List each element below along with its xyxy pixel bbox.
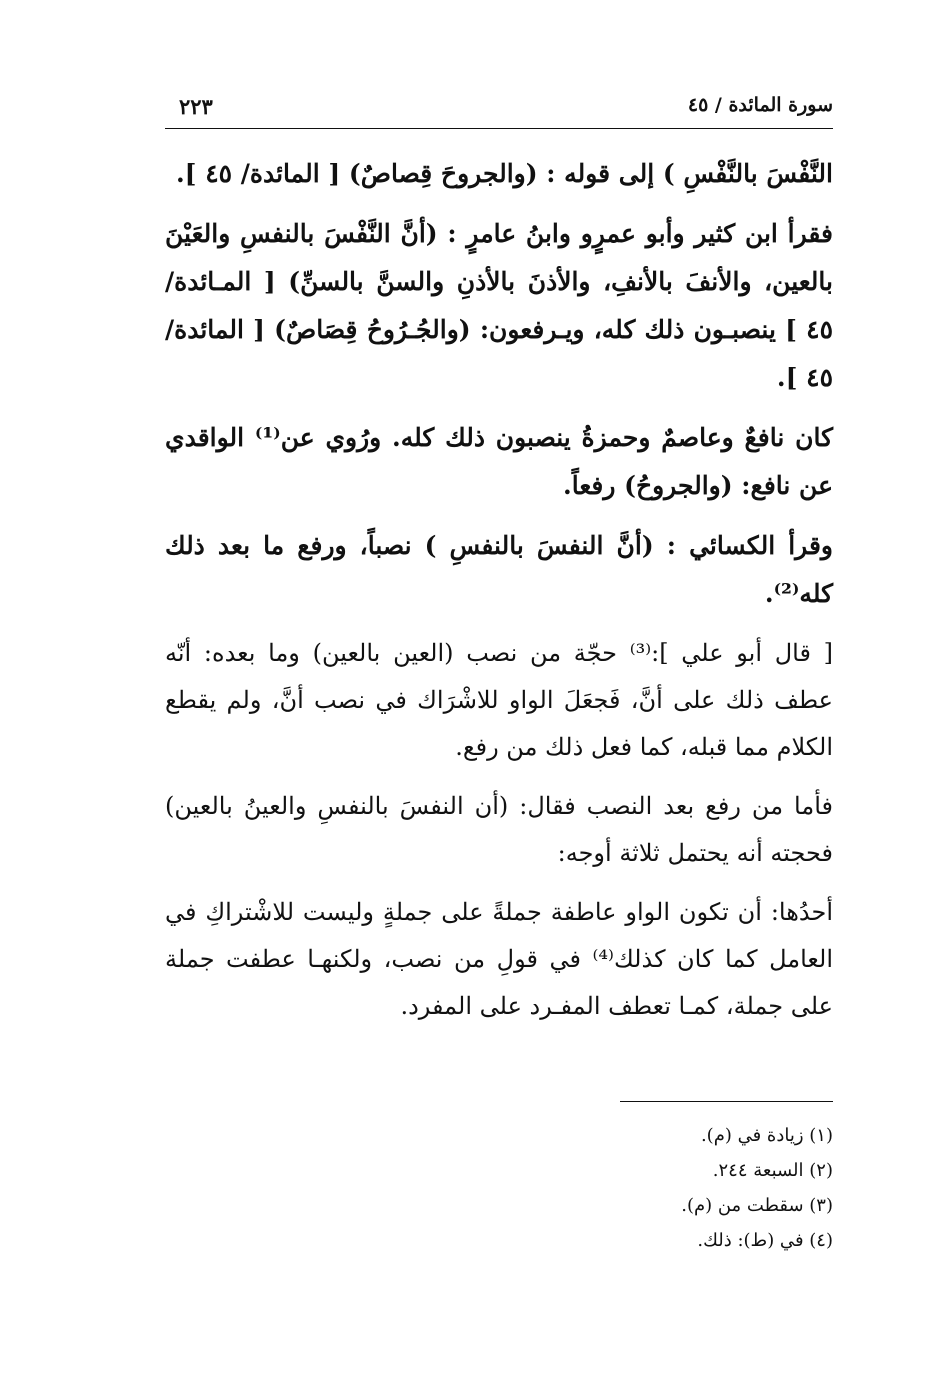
paragraph-3: كان نافعٌ وعاصمٌ وحمزةُ ينصبون ذلك كله. ورُوي عن⁽¹⁾ الواقدي عن نافع: (والجروحُ) رفعاً. <box>165 423 833 500</box>
paragraph-7: أحدُها: أن تكون الواو عاطفة جملةً على جملةٍ وليست للاشْتراكِ في العامل كما كان كذلك⁽⁴⁾ في قولِ من نصب، ولكنهـا عطفت جملة على جملة، كمـا تعطف المفـرد على المفرد. <box>165 898 833 1020</box>
footnote-divider <box>620 1101 833 1102</box>
paragraph-1: النَّفْسَ بالنَّفْسِ ) إلى قوله : (والجروحَ قِصاصٌ) [ المائدة/ ٤٥ ]. <box>175 159 833 188</box>
paragraph-6: فأما من رفع بعد النصب فقال: (أن النفسَ بالنفسِ والعينُ بالعين) فحجته أنه يحتمل ثلاثة أوجه: <box>165 792 833 867</box>
paragraph-4: وقرأ الكسائي : (أنَّ النفسَ بالنفسِ ) نصباً، ورفع ما بعد ذلك كله⁽²⁾. <box>165 531 833 608</box>
footnote-1: (١) زيادة في (م). <box>700 1125 833 1146</box>
paragraph-2: فقرأ ابن كثير وأبو عمرٍو وابنُ عامرٍ : (أنَّ النَّفْسَ بالنفسِ والعَيْنَ بالعين، والأنفَ بالأنفِ، والأذنَ بالأذنِ والسنَّ بالسنِّ) [ المـائدة/ ٤٥ ] ينصبـون ذلك كله، ويـرفعون: (والجُـرُوحُ قِصَاصٌ) [ المائدة/ ٤٥ ]. <box>165 219 833 392</box>
main-text <box>165 150 833 1042</box>
paragraph-5: [ قال أبو علي ]:⁽³⁾ حجّة من نصب (العين بالعين) وما بعده: أنّه عطف ذلك على أنَّ، فَجعَلَ الواو للاشْرَاك في نصب أنَّ، ولم يقطع الكلام مما قبله، كما فعل ذلك من رفع. <box>165 639 834 761</box>
footnote-4: (٤) في (ط): ذلك. <box>697 1230 833 1251</box>
footnote-2: (٢) السبعة ٢٤٤. <box>712 1160 833 1181</box>
footnote-3: (٣) سقطت من (م). <box>681 1195 833 1216</box>
running-title: سورة المائدة / ٤٥ <box>687 94 833 116</box>
page-header <box>165 92 833 129</box>
footnotes <box>520 1118 833 1258</box>
page-number: ٢٢٣ <box>179 94 213 119</box>
